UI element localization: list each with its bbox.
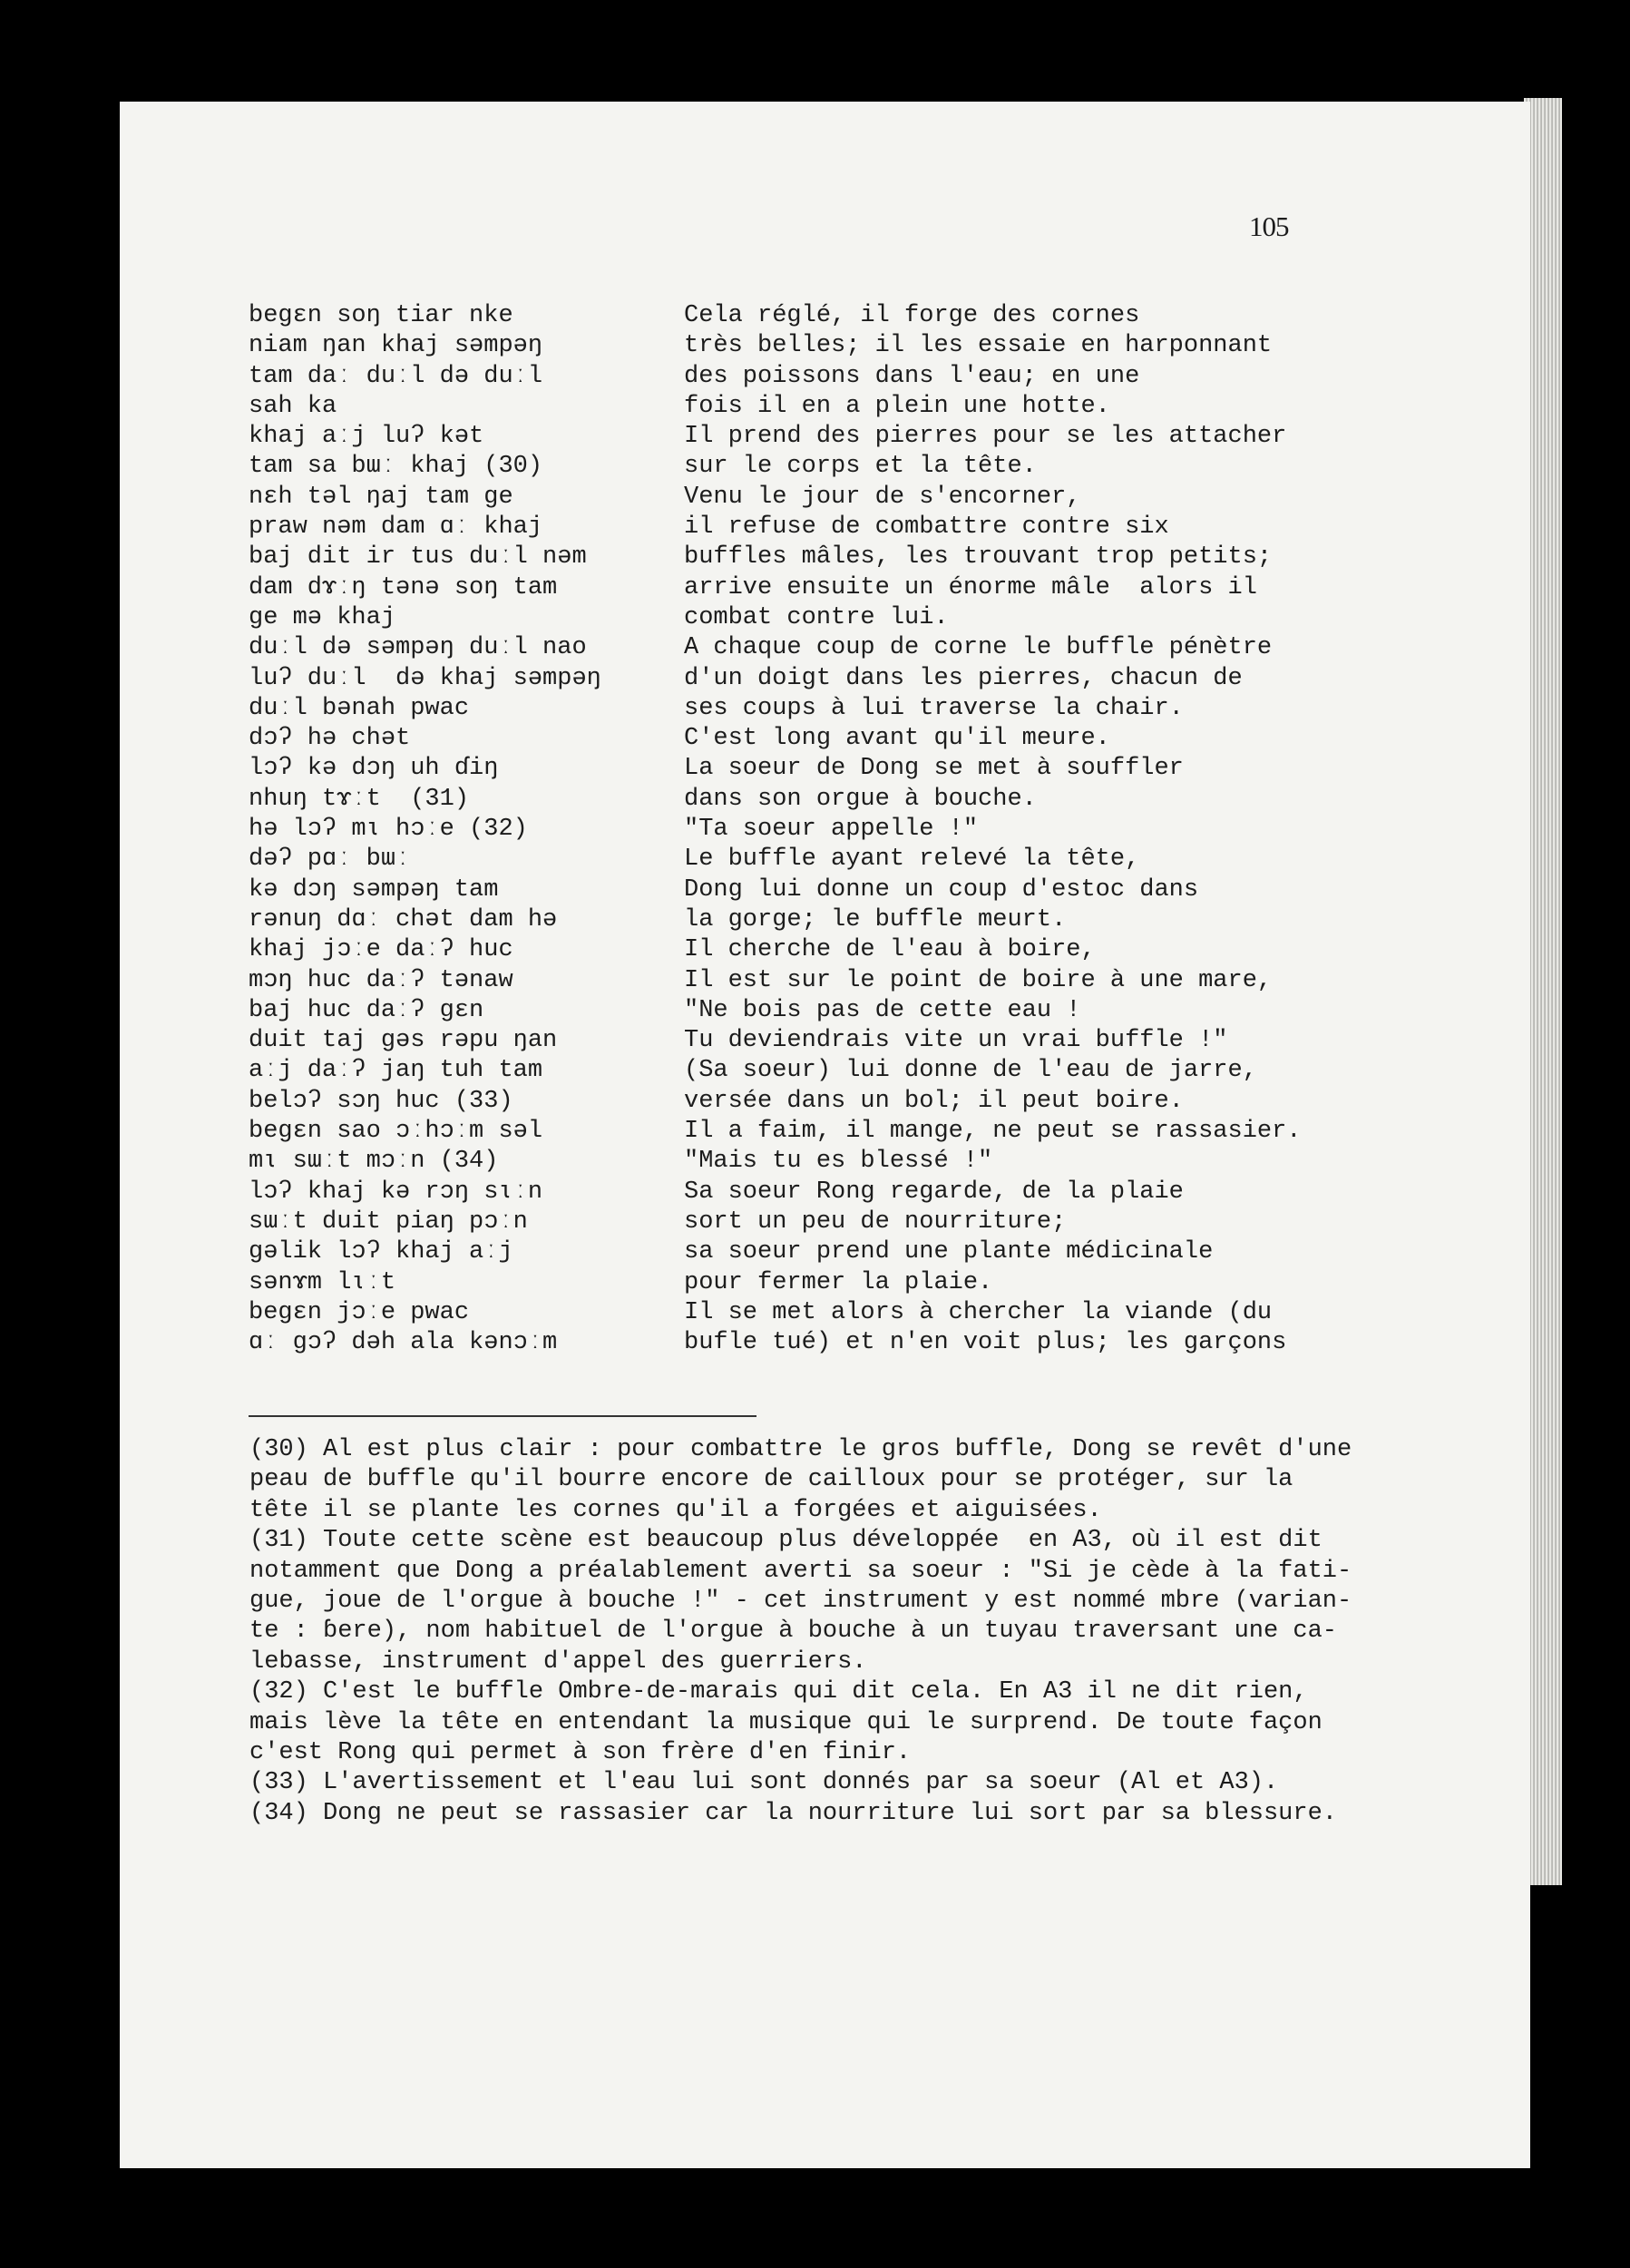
- footnote-line: (32) C'est le buffle Ombre-de-marais qui dit cela. En A3 il ne dit rien,: [249, 1678, 1308, 1706]
- vernacular-text: khaj jɔːe daːʔ huc: [249, 936, 513, 964]
- footnote-line: notamment que Dong a préalablement averti sa soeur : "Si je cède à la fati-: [249, 1557, 1352, 1585]
- vernacular-text: lɔʔ khaj kə rɔŋ sɩːn: [249, 1178, 543, 1206]
- footnote-rule: [249, 1415, 756, 1417]
- vernacular-text: niam ŋan khaj səmpəŋ: [249, 332, 543, 360]
- vernacular-text: baj huc daːʔ ɡɛn: [249, 996, 484, 1024]
- vernacular-text: sah ka: [249, 392, 337, 420]
- vernacular-text: hə lɔʔ mɩ hɔːe (32): [249, 816, 528, 844]
- french-translation: "Ta soeur appelle !": [684, 816, 979, 844]
- french-translation: C'est long avant qu'il meure.: [684, 725, 1110, 753]
- french-translation: Sa soeur Rong regarde, de la plaie: [684, 1178, 1184, 1206]
- footnotes: [249, 1435, 1379, 1829]
- vernacular-text: duːl də səmpəŋ duːl nao: [249, 634, 587, 662]
- french-translation: Le buffle ayant relevé la tête,: [684, 846, 1140, 874]
- footnote-line: (34) Dong ne peut se rassasier car la nourriture lui sort par sa blessure.: [249, 1799, 1337, 1827]
- vernacular-text: duːl bənah pwac: [249, 694, 470, 722]
- footnote-line: lebasse, instrument d'appel des guerriers.: [249, 1647, 867, 1676]
- vernacular-text: praw nəm dam ɑː khaj: [249, 513, 543, 542]
- french-translation: Il cherche de l'eau à boire,: [684, 936, 1096, 964]
- footnote-line: c'est Rong qui permet à son frère d'en finir.: [249, 1739, 912, 1767]
- vernacular-text: khaj aːj luʔ kət: [249, 423, 484, 451]
- vernacular-text: sɯːt duit piaŋ pɔːn: [249, 1207, 528, 1236]
- vernacular-text: luʔ duːl də khaj səmpəŋ: [249, 664, 601, 692]
- vernacular-text: sənɤm lɩːt: [249, 1268, 396, 1296]
- footnote-line: (31) Toute cette scène est beaucoup plus développée en A3, où il est dit: [249, 1527, 1323, 1555]
- french-translation: Il se met alors à chercher la viande (du: [684, 1298, 1273, 1326]
- french-translation: "Ne bois pas de cette eau !: [684, 996, 1081, 1024]
- french-translation: dans son orgue à bouche.: [684, 785, 1037, 813]
- french-translation: fois il en a plein une hotte.: [684, 392, 1110, 420]
- french-translation: Venu le jour de s'encorner,: [684, 483, 1081, 511]
- page-number: 105: [1249, 210, 1289, 242]
- footnote-line: peau de buffle qu'il bourre encore de cailloux pour se protéger, sur la: [249, 1466, 1293, 1494]
- vernacular-text: tam sa bɯː khaj (30): [249, 453, 543, 481]
- vernacular-text: mɩ sɯːt mɔːn (34): [249, 1148, 499, 1176]
- french-translation: pour fermer la plaie.: [684, 1268, 993, 1296]
- vernacular-text: ɡəlik lɔʔ khaj aːj: [249, 1238, 513, 1266]
- vernacular-text: ɡe mə khaj: [249, 603, 396, 631]
- french-translation: Cela réglé, il forge des cornes: [684, 302, 1140, 329]
- vernacular-text: nhuŋ tɤːt (31): [249, 785, 470, 813]
- french-translation: Il a faim, il mange, ne peut se rassasier.: [684, 1118, 1302, 1146]
- french-translation: très belles; il les essaie en harponnant: [684, 332, 1273, 360]
- french-translation: buffles mâles, les trouvant trop petits;: [684, 543, 1273, 572]
- french-translation: versée dans un bol; il peut boire.: [684, 1087, 1184, 1115]
- vernacular-text: kə dɔŋ səmpəŋ tam: [249, 875, 499, 904]
- footnote-line: tête il se plante les cornes qu'il a forgées et aiguisées.: [249, 1496, 1102, 1524]
- vernacular-text: rənuŋ dɑː chət dam hə: [249, 905, 558, 934]
- french-translation: sa soeur prend une plante médicinale: [684, 1238, 1214, 1266]
- vernacular-text: lɔʔ kə dɔŋ uh ɗiŋ: [249, 755, 499, 783]
- french-translation: Tu deviendrais vite un vrai buffle !": [684, 1027, 1228, 1055]
- vernacular-text: mɔŋ huc daːʔ tənaw: [249, 966, 513, 994]
- french-translation: Il prend des pierres pour se les attacher: [684, 423, 1287, 451]
- french-translation: arrive ensuite un énorme mâle alors il: [684, 573, 1257, 601]
- french-translation: sur le corps et la tête.: [684, 453, 1037, 481]
- footnote-line: mais lève la tête en entendant la musique qui le surprend. De toute façon: [249, 1708, 1323, 1736]
- vernacular-text: begɛn sao ɔːhɔːm səl: [249, 1118, 543, 1146]
- vernacular-text: ɑː ɡɔʔ dəh ala kənɔːm: [249, 1329, 558, 1357]
- vernacular-text: baj dit ir tus duːl nəm: [249, 543, 587, 572]
- french-translation: bufle tué) et n'en voit plus; les garçons: [684, 1329, 1287, 1357]
- french-translation: Dong lui donne un coup d'estoc dans: [684, 875, 1199, 904]
- footnote-line: (30) Al est plus clair : pour combattre le gros buffle, Dong se revêt d'une: [249, 1436, 1352, 1463]
- french-translation: ses coups à lui traverse la chair.: [684, 694, 1184, 722]
- vernacular-text: dam dɤːŋ tənə soŋ tam: [249, 573, 558, 601]
- french-translation: combat contre lui.: [684, 603, 949, 631]
- french-translation: (Sa soeur) lui donne de l'eau de jarre,: [684, 1057, 1257, 1085]
- vernacular-text: begɛn jɔːe pwac: [249, 1298, 470, 1326]
- footnote-line: gue, joue de l'orgue à bouche !" - cet instrument y est nommé mbre (varian-: [249, 1588, 1352, 1616]
- footnote-line: te : ɓere), nom habituel de l'orgue à bouche à un tuyau traversant une ca-: [249, 1618, 1337, 1646]
- french-translation: d'un doigt dans les pierres, chacun de: [684, 664, 1243, 692]
- vernacular-text: duit taj ɡəs rəpu ŋan: [249, 1027, 558, 1055]
- french-translation: A chaque coup de corne le buffle pénètre: [684, 634, 1273, 662]
- vernacular-text: begɛn soŋ tiar nke: [249, 302, 513, 329]
- vernacular-text: dəʔ pɑː bɯː: [249, 846, 411, 874]
- french-translation: la gorge; le buffle meurt.: [684, 905, 1067, 934]
- french-translation: La soeur de Dong se met à souffler: [684, 755, 1184, 783]
- footnote-line: (33) L'avertissement et l'eau lui sont donnés par sa soeur (Al et A3).: [249, 1769, 1279, 1797]
- french-translation: sort un peu de nourriture;: [684, 1207, 1067, 1236]
- vernacular-text: tam daː duːl də duːl: [249, 362, 543, 390]
- vernacular-text: aːj daːʔ jaŋ tuh tam: [249, 1057, 543, 1085]
- french-translation: il refuse de combattre contre six: [684, 513, 1169, 542]
- vernacular-text: dɔʔ hə chət: [249, 725, 411, 753]
- vernacular-text: nɛh təl ŋaj tam ɡe: [249, 483, 513, 511]
- book-page: [120, 102, 1530, 2168]
- vernacular-text: belɔʔ sɔŋ huc (33): [249, 1087, 513, 1115]
- french-translation: Il est sur le point de boire à une mare,: [684, 966, 1273, 994]
- french-translation: "Mais tu es blessé !": [684, 1148, 993, 1176]
- french-translation: des poissons dans l'eau; en une: [684, 362, 1140, 390]
